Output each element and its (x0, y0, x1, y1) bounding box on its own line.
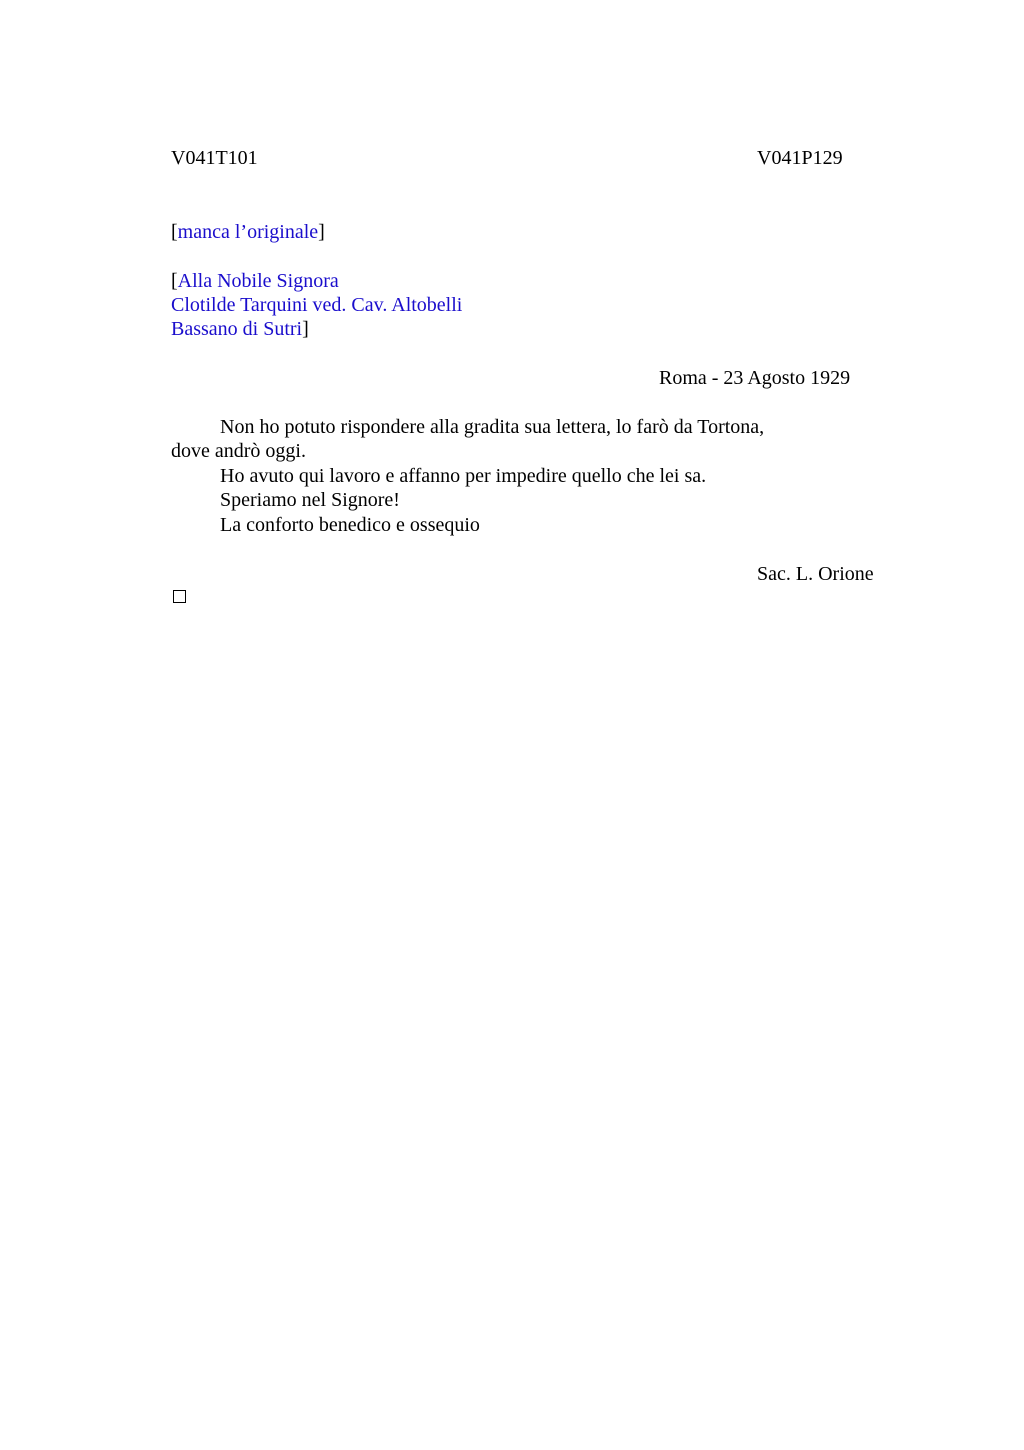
note-open-bracket: [ (171, 221, 178, 243)
body-paragraph-2: Ho avuto qui lavoro e affanno per impedire quello che lei sa. (220, 465, 707, 487)
right-document-code: V041P129 (757, 147, 843, 169)
recipient-place: Bassano di Sutri (171, 318, 303, 340)
note-text: manca l’originale (177, 221, 319, 243)
editorial-note (171, 220, 325, 244)
end-square-icon (173, 590, 186, 603)
body-paragraph-3: Speriamo nel Signore! (220, 489, 400, 511)
recipient-open-bracket: [ (171, 270, 178, 292)
body-paragraph-1-line-1: Non ho potuto rispondere alla gradita sua lettera, lo farò da Tortona, (220, 416, 765, 438)
recipient-line-3 (171, 317, 309, 341)
recipient-close-bracket: ] (302, 318, 309, 340)
dateline: Roma - 23 Agosto 1929 (659, 367, 851, 389)
recipient-line-2: Clotilde Tarquini ved. Cav. Altobelli (171, 294, 463, 316)
body-paragraph-1-line-2: dove andrò oggi. (171, 440, 306, 462)
recipient-line-1 (171, 269, 339, 293)
left-document-code: V041T101 (171, 147, 258, 169)
body-paragraph-4: La conforto benedico e ossequio (220, 514, 480, 536)
note-close-bracket: ] (318, 221, 325, 243)
signature: Sac. L. Orione (757, 563, 874, 585)
recipient-name-line: Alla Nobile Signora (177, 270, 339, 292)
